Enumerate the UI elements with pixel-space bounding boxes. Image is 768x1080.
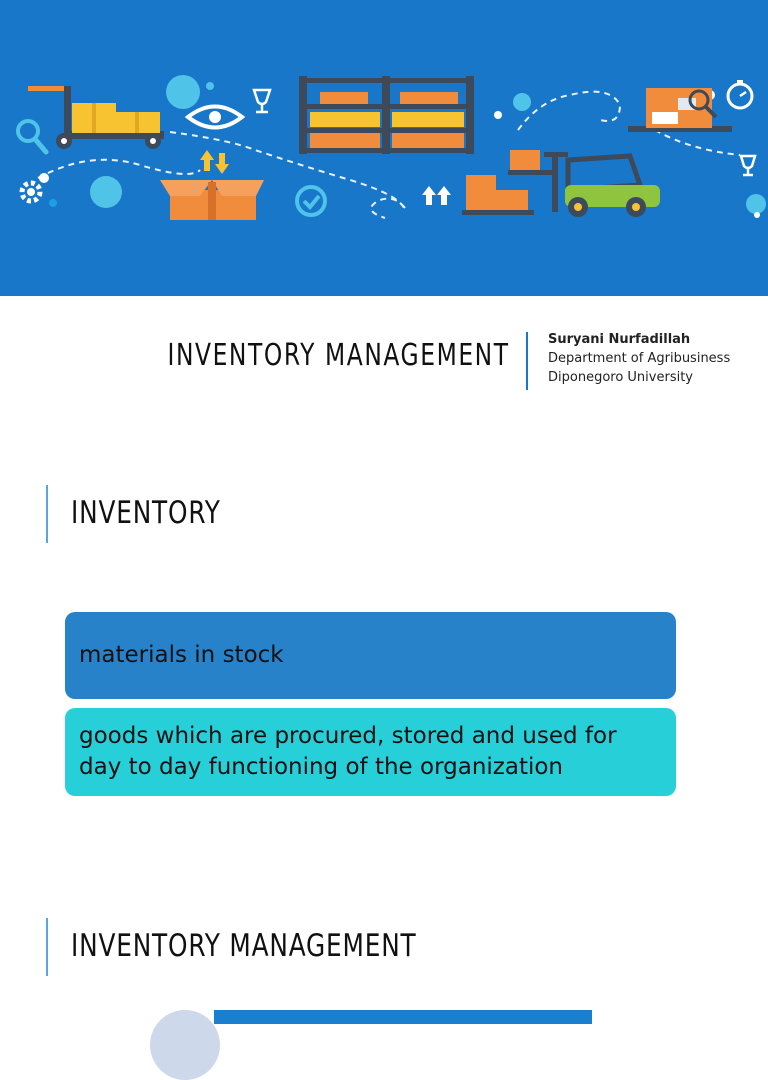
swap-arrows-icon [200,150,229,174]
definition-box [65,708,676,796]
up-arrows-icon [422,186,451,205]
section-accent-bar [46,918,48,976]
open-box-icon [160,180,264,220]
list-item-bullet [150,1010,220,1080]
eye-icon [188,107,242,128]
list-item-bar [214,1010,592,1024]
author-info [548,330,730,387]
hand-truck-icon [28,86,164,149]
checkmark-icon [297,187,325,215]
author-name: Suryani Nurfadillah [548,332,691,347]
section-title: INVENTORY [71,495,221,531]
title-divider [526,332,528,390]
title-banner [0,0,768,296]
wine-glass-icon [741,156,755,175]
gear-icon [22,183,40,201]
definition-text: goods which are procured, stored and used for day to day functioning of the organization [79,723,617,780]
section-accent-bar [46,485,48,543]
presentation-title: INVENTORY MANAGEMENT [167,338,510,373]
banner-illustration [0,0,768,296]
forklift-icon [462,150,660,217]
magnifier-icon [18,121,46,152]
product-box-icon [628,88,732,132]
definition-box [65,612,676,699]
definition-text: materials in stock [79,642,284,668]
stopwatch-icon [728,80,752,108]
section-title: INVENTORY MANAGEMENT [71,928,417,964]
department-name: Department of Agribusiness [548,351,731,366]
institution-name: Diponegoro University [548,370,693,385]
wine-glass-icon [254,90,270,112]
warehouse-shelf-icon [299,76,474,154]
title-block [0,330,768,390]
